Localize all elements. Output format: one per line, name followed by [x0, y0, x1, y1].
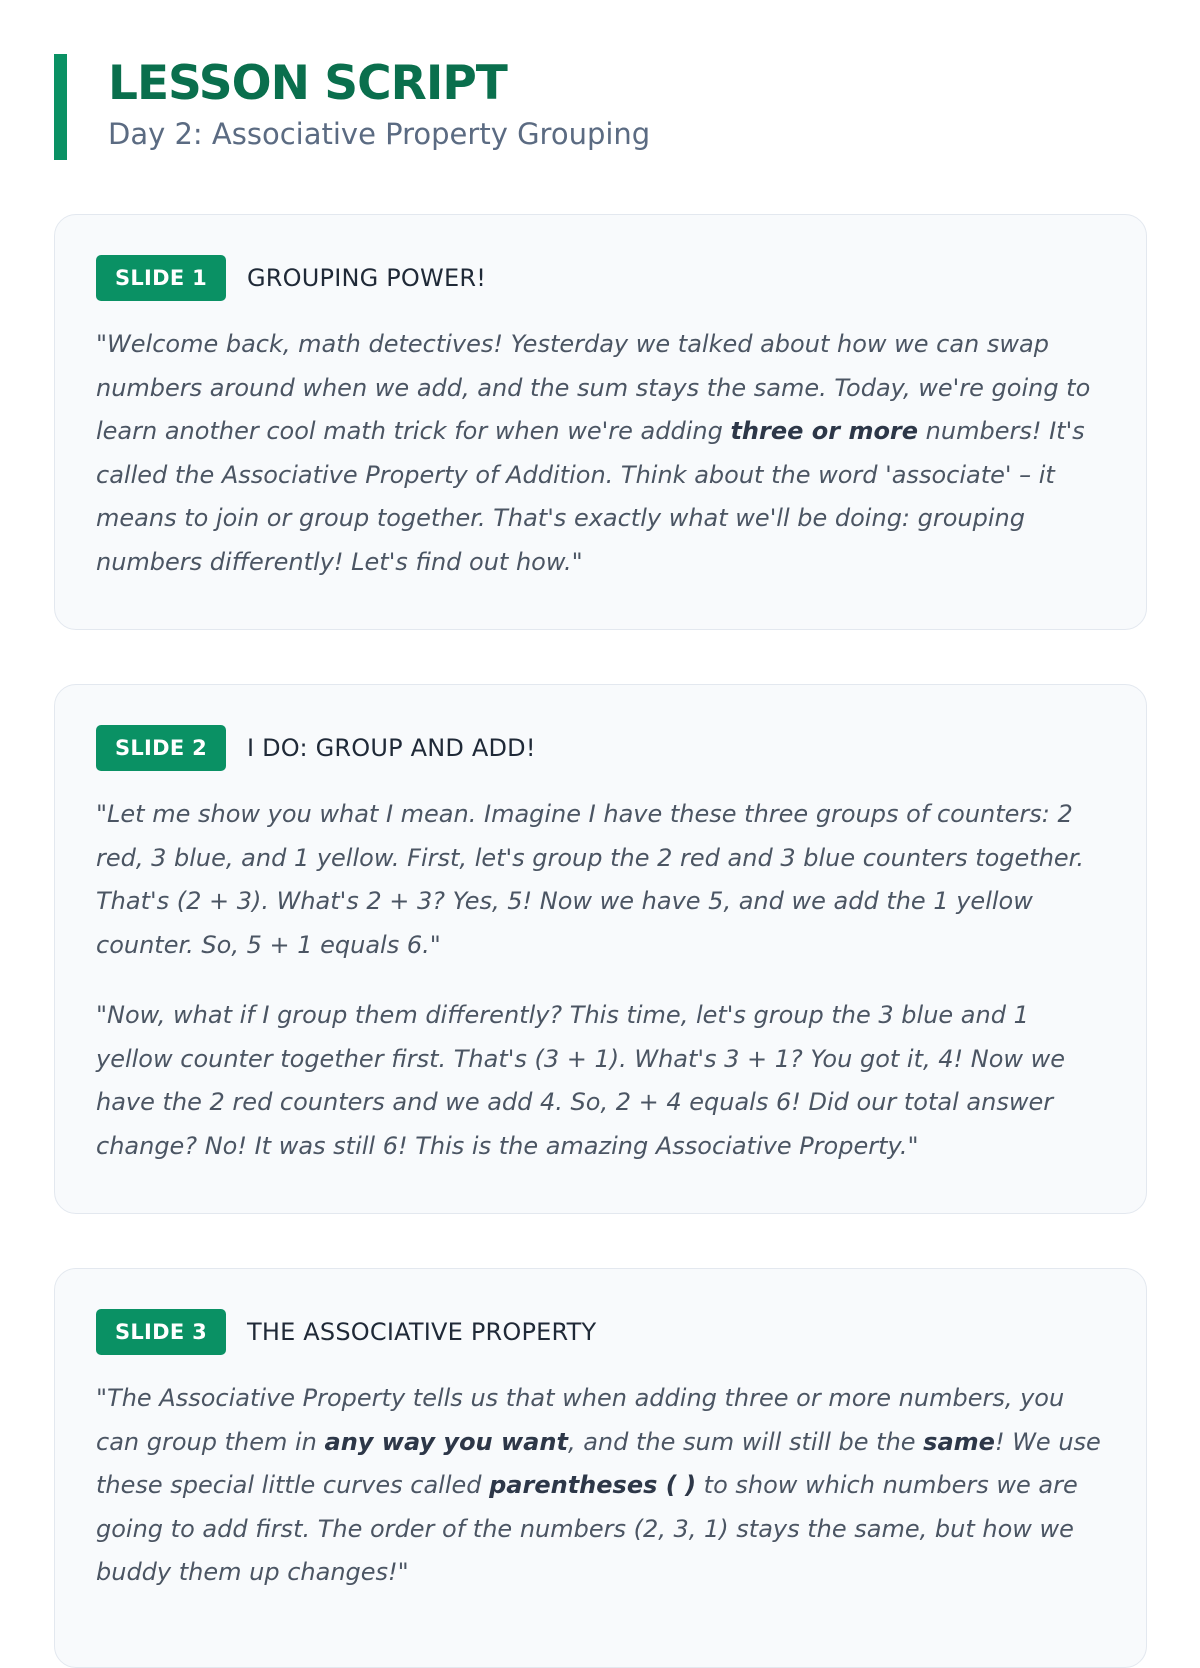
- emphasis-text: three or more: [730, 417, 919, 445]
- lesson-header: [54, 54, 650, 160]
- script-paragraph: [96, 323, 1105, 584]
- slide-script-body: [96, 1377, 1105, 1595]
- slide-badge: SLIDE 3: [96, 1309, 226, 1355]
- script-paragraph: [96, 994, 1105, 1168]
- script-text: "Now, what if I group them differently? This time, let's group the 3 blue and 1 yellow counter together first. That's (3 + 1). What's 3 + 1? You got it, 4! Now we have the 2 red counters and we add 4. So, 2 + 4 equals 6! Did our total answer change? No! It was still 6! This is the amazing Associative Property.": [96, 1001, 1066, 1160]
- slide-card-header: [96, 1309, 1105, 1355]
- script-paragraph: [96, 793, 1105, 967]
- emphasis-text: parentheses ( ): [489, 1471, 697, 1499]
- page-title: LESSON SCRIPT: [108, 56, 507, 111]
- emphasis-text: any way you want: [324, 1427, 568, 1456]
- page-subtitle: Day 2: Associative Property Grouping: [108, 117, 651, 151]
- script-text: "Welcome back, math detectives! Yesterday we talked about how we can swap numbers around when we add, and the sum stays the same. Today, we're going to learn another cool math trick for when we're adding: [96, 330, 1091, 445]
- slide-card-3: [54, 1268, 1147, 1668]
- script-paragraph: [96, 1377, 1105, 1595]
- slide-card-header: [96, 725, 1105, 771]
- script-text: , and the sum will still be the: [567, 1427, 924, 1456]
- slide-badge: SLIDE 2: [96, 725, 226, 771]
- slide-card-1: [54, 214, 1147, 630]
- slide-card-header: [96, 255, 1105, 301]
- slide-badge: SLIDE 1: [96, 255, 226, 301]
- script-text: to show which numbers we are going to add first. The order of the numbers (2, 3, 1) stays the same, but how we buddy them up changes!": [96, 1471, 1078, 1586]
- slide-card-2: [54, 684, 1147, 1214]
- script-text: numbers! It's called the Associative Property of Addition. Think about the word 'associate' – it means to join or group together. That's exactly what we'll be doing: grouping numbers differently! Let's find out how.": [96, 417, 1085, 576]
- slide-title: I DO: GROUP AND ADD!: [247, 734, 536, 762]
- slide-title: THE ASSOCIATIVE PROPERTY: [247, 1318, 597, 1346]
- slide-title: GROUPING POWER!: [247, 264, 487, 292]
- slide-script-body: [96, 323, 1105, 584]
- script-text: "Let me show you what I mean. Imagine I have these three groups of counters: 2 red, 3 blue, and 1 yellow. First, let's group the 2 red and 3 blue counters together. That's (2 + 3). What's 2 + 3? Yes, 5! Now we have 5, and we add the 1 yellow counter. So, 5 + 1 equals 6.": [96, 800, 1084, 959]
- emphasis-text: same: [923, 1427, 995, 1456]
- script-text: "The Associative Property tells us that when adding three or more numbers, you can group them in: [96, 1384, 1065, 1456]
- slide-script-body: [96, 793, 1105, 1168]
- script-text: ! We use these special little curves called: [96, 1427, 1101, 1499]
